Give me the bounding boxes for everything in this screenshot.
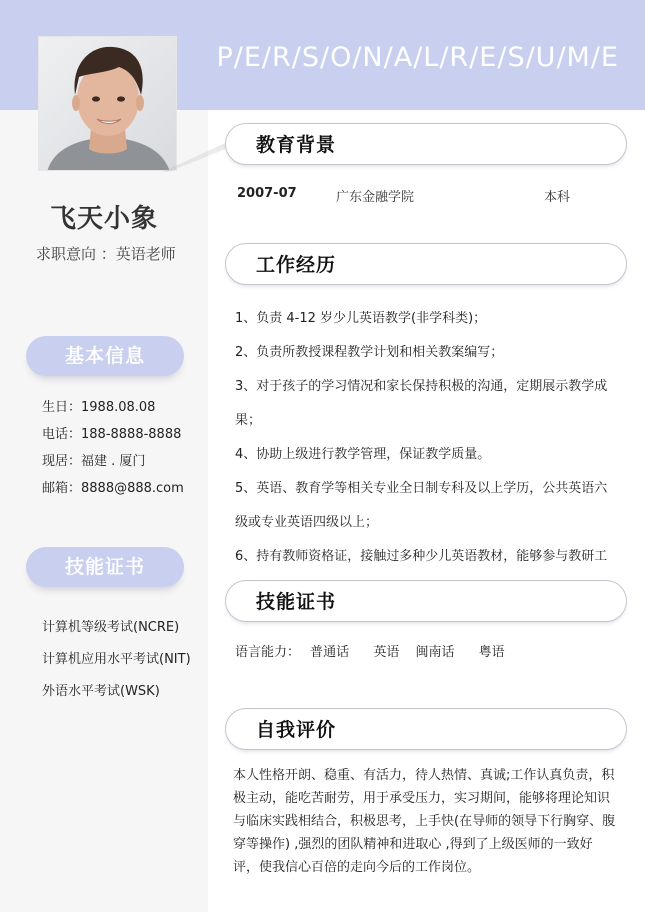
- education-school: 广东金融学院: [336, 190, 415, 205]
- self-evaluation-heading: 自我评价: [256, 719, 337, 741]
- left-certificates-list: [42, 612, 191, 708]
- work-line: 3、对于孩子的学习情况和家长保持积极的沟通，定期展示教学成: [235, 379, 608, 394]
- language-item: 粤语: [478, 645, 505, 660]
- work-line: 4、协助上级进行教学管理，保证教学质量。: [235, 447, 491, 462]
- work-experience-list: [235, 302, 620, 574]
- work-line: 级或专业英语四级以上；: [235, 515, 379, 530]
- certificate-item: 计算机应用水平考试(NIT): [42, 652, 191, 667]
- work-line: 1、负责 4-12 岁少儿英语教学(非学科类)；: [235, 311, 487, 326]
- education-heading: 教育背景: [256, 134, 337, 156]
- resume-title: P/E/R/S/O/N/A/L/R/E/S/U/M/E: [216, 42, 619, 73]
- education-degree: 本科: [544, 190, 571, 205]
- phone: 电话：188-8888-8888: [42, 427, 182, 442]
- certificate-item: 外语水平考试(WSK): [42, 684, 160, 699]
- language-skills: [235, 641, 505, 660]
- basic-info-heading: 基本信息: [26, 336, 184, 376]
- birthday: 生日：1988.08.08: [42, 400, 156, 415]
- work-line: 2、负责所教授课程教学计划和相关教案编写；: [235, 345, 504, 360]
- education-section-header: [225, 123, 627, 165]
- language-item: 英语: [373, 645, 400, 660]
- basic-info-list: [42, 394, 184, 502]
- language-item: 闽南话: [415, 645, 455, 660]
- work-line: 5、英语、教育学等相关专业全日制专科及以上学历，公共英语六: [235, 481, 608, 496]
- language-item: 普通话: [310, 645, 350, 660]
- residence: 现居：福建 . 厦门: [42, 454, 146, 469]
- job-intent: 求职意向 ：英语老师: [36, 245, 176, 263]
- skills-section-header: [225, 580, 627, 622]
- email: 邮箱：8888@888.com: [42, 481, 184, 496]
- work-line: 6、持有教师资格证，接触过多种少儿英语教材，能够参与教研工: [235, 549, 608, 564]
- education-date: 2007-07: [237, 186, 297, 201]
- work-line: 果；: [235, 413, 262, 428]
- self-evaluation-section-header: [225, 708, 627, 750]
- work-section-header: [225, 243, 627, 285]
- work-heading: 工作经历: [256, 254, 337, 276]
- skills-heading: 技能证书: [256, 591, 337, 613]
- profile-photo: [38, 36, 177, 171]
- left-certificates-heading: 技能证书: [26, 547, 184, 587]
- certificate-item: 计算机等级考试(NCRE): [42, 620, 180, 635]
- language-label: 语言能力：: [235, 645, 301, 660]
- candidate-name: 飞天小象: [49, 204, 158, 234]
- self-evaluation-text: 本人性格开朗、稳重、有活力，待人热情、真诚;工作认真负责，积极主动，能吃苦耐劳，用于承受压力，实习期间，能够将理论知识与临床实践相结合，积极思考，上手快(在导师的领导下行胸穿、腹穿等操作) ,强烈的团队精神和进取心 ,得到了上级医师的一致好评，使我信心百倍的走向今后的工作岗位。: [233, 768, 616, 875]
